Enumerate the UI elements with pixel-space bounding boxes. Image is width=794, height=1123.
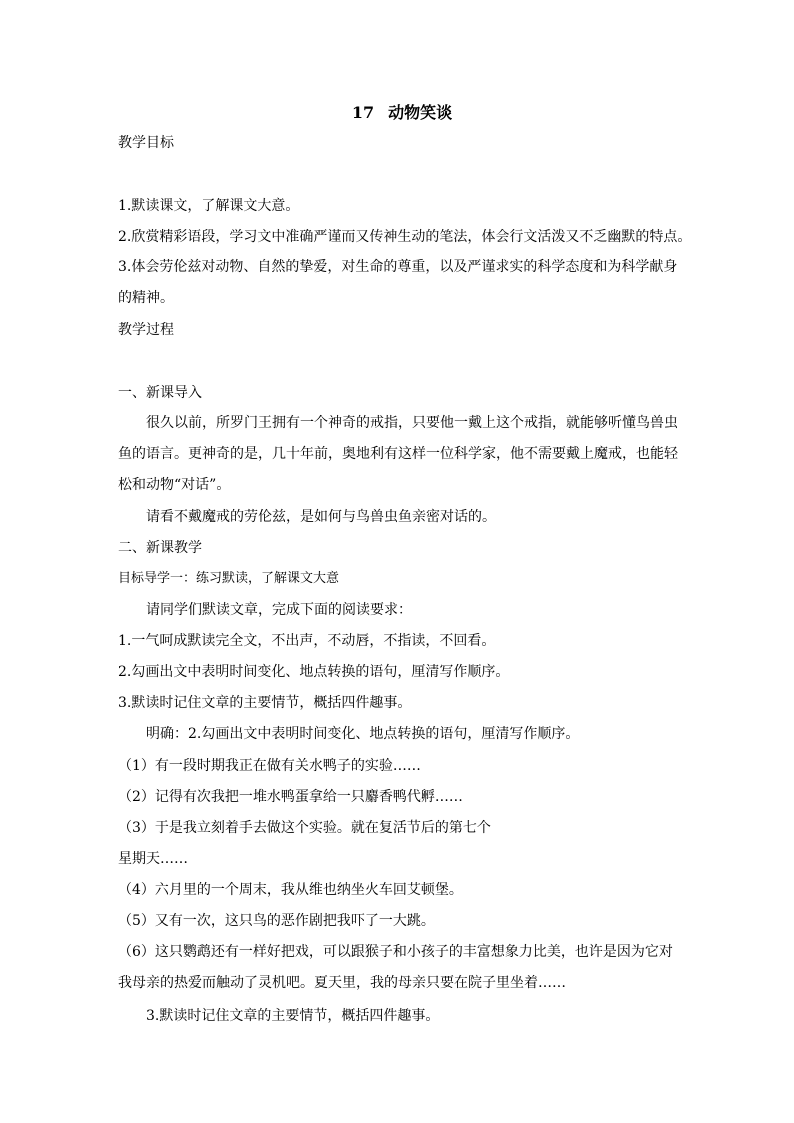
guide-intro: 请同学们默读文章，完成下面的阅读要求：: [146, 602, 412, 618]
summary-line: 3.默读时记住文章的主要情节，概括四件趣事。: [146, 1008, 440, 1024]
requirement-item: 2.勾画出文中表明时间变化、地点转换的语句，厘清写作顺序。: [118, 664, 510, 680]
paragraph-line: 很久以前，所罗门王拥有一个神奇的戒指，只要他一戴上这个戒指，就能够听懂鸟兽虫: [146, 415, 678, 431]
goal-item: 3.体会劳伦兹对动物、自然的挚爱，对生命的尊重，以及严谨求实的科学态度和为科学献身: [118, 259, 678, 275]
guide-heading: 目标导学一：练习默读，了解课文大意: [118, 571, 340, 586]
answer-intro: 明确：2.勾画出文中表明时间变化、地点转换的语句，厘清写作顺序。: [146, 726, 580, 742]
goal-item-continued: 的精神。: [118, 290, 174, 306]
requirement-item: 3.默读时记住文章的主要情节，概括四件趣事。: [118, 695, 412, 711]
answer-item: （2）记得有次我把一堆水鸭蛋拿给一只麝香鸭代孵……: [118, 789, 463, 805]
paragraph-line: 鱼的语言。更神奇的是，几十年前，奥地利有这样一位科学家，他不需要戴上魔戒，也能轻: [118, 446, 678, 462]
part-heading-teaching: 二、新课教学: [118, 540, 202, 556]
section-heading-goals: 教学目标: [118, 135, 174, 151]
answer-item: （4）六月里的一个周末，我从维也纳坐火车回艾顿堡。: [118, 882, 463, 898]
page-title: [0, 102, 794, 124]
answer-item: （5）又有一次，这只鸟的恶作剧把我吓了一大跳。: [118, 913, 435, 929]
paragraph-line: 请看不戴魔戒的劳伦兹，是如何与鸟兽虫鱼亲密对话的。: [146, 509, 496, 525]
part-heading-intro: 一、新课导入: [118, 385, 202, 401]
paragraph-line: 松和动物“对话”。: [118, 477, 231, 493]
answer-item: （1）有一段时期我正在做有关水鸭子的实验……: [118, 758, 421, 774]
answer-item: （6）这只鹦鹉还有一样好把戏，可以跟猴子和小孩子的丰富想象力比美，也许是因为它对: [118, 944, 673, 960]
section-heading-process: 教学过程: [118, 322, 174, 338]
goal-item: 2.欣赏精彩语段，学习文中准确严谨而又传神生动的笔法，体会行文活泼又不乏幽默的特点。: [118, 229, 692, 245]
title-text: 动物笑谈: [388, 103, 453, 122]
requirement-item: 1.一气呵成默读完全文，不出声，不动唇，不指读，不回看。: [118, 633, 496, 649]
answer-item-continued: 星期天……: [118, 851, 188, 867]
title-number: 17: [351, 103, 375, 122]
answer-item-continued: 我母亲的热爱而触动了灵机吧。夏天里，我的母亲只要在院子里坐着……: [118, 975, 566, 991]
answer-item: （3）于是我立刻着手去做这个实验。就在复活节后的第七个: [118, 820, 491, 836]
goal-item: 1.默读课文，了解课文大意。: [118, 198, 300, 214]
